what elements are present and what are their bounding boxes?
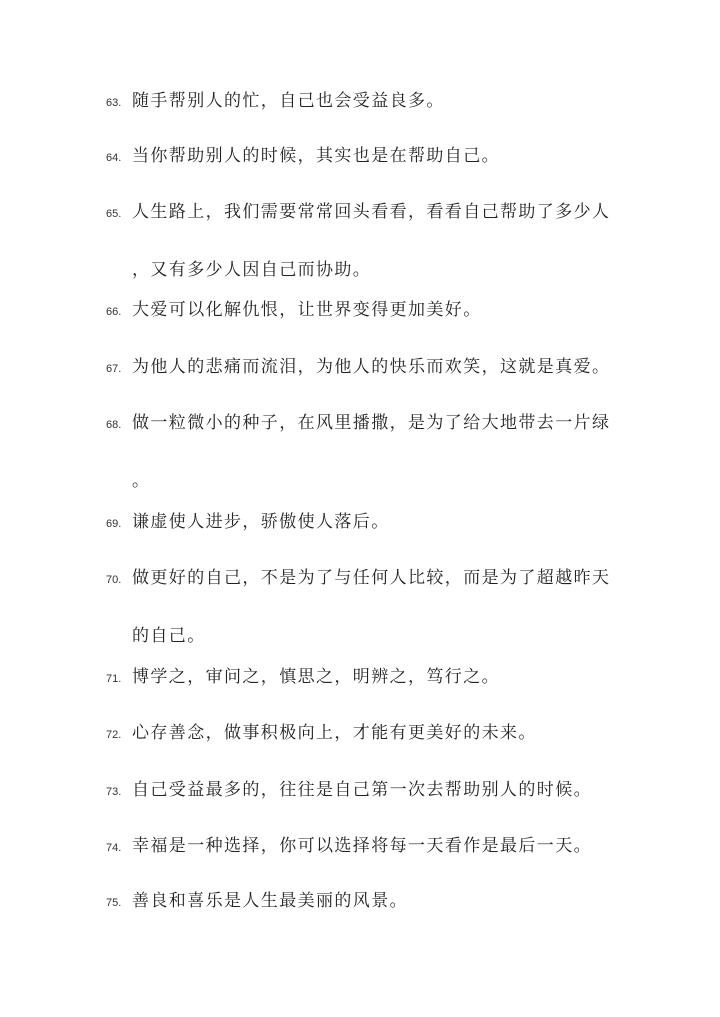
item-number: 65. bbox=[106, 208, 122, 220]
item-text: 幸福是一种选择，你可以选择将每一天看作是最后一天。 bbox=[132, 836, 592, 856]
list-item-73 bbox=[106, 761, 626, 819]
item-number: 75. bbox=[106, 897, 122, 909]
item-number: 64. bbox=[106, 152, 122, 164]
item-text: 善良和喜乐是人生最美丽的风景。 bbox=[132, 891, 408, 911]
item-number: 68. bbox=[106, 419, 122, 431]
item-number: 69. bbox=[106, 518, 122, 530]
list-item-72 bbox=[106, 704, 626, 762]
item-text: 当你帮助别人的时候，其实也是在帮助自己。 bbox=[132, 146, 500, 166]
item-number: 67. bbox=[106, 363, 122, 375]
list-item-63 bbox=[106, 72, 626, 130]
list-item-69 bbox=[106, 493, 626, 551]
item-number: 73. bbox=[106, 786, 122, 798]
item-text: 人生路上，我们需要常常回头看看，看看自己帮助了多少人 bbox=[132, 202, 611, 222]
item-text: 心存善念，做事积极向上，才能有更美好的未来。 bbox=[132, 723, 537, 743]
item-number: 71. bbox=[106, 673, 122, 685]
item-text: 随手帮别人的忙，自己也会受益良多。 bbox=[132, 91, 445, 111]
item-text: 做更好的自己，不是为了与任何人比较，而是为了超越昨天 bbox=[132, 568, 611, 588]
item-number: 70. bbox=[106, 574, 122, 586]
item-number: 72. bbox=[106, 729, 122, 741]
item-number: 63. bbox=[106, 97, 122, 109]
list-item-71 bbox=[106, 648, 626, 706]
item-text: 博学之，审问之，慎思之，明辨之，笃行之。 bbox=[132, 667, 500, 687]
item-text: 大爱可以化解仇恨，让世界变得更加美好。 bbox=[132, 300, 482, 320]
list-item-75 bbox=[106, 872, 626, 930]
list-item-74 bbox=[106, 817, 626, 875]
item-text: 为他人的悲痛而流泪，为他人的快乐而欢笑，这就是真爱。 bbox=[132, 357, 611, 377]
item-number: 74. bbox=[106, 842, 122, 854]
item-text-continuation: ，又有多少人因自己而协助。 bbox=[132, 260, 372, 280]
item-number: 66. bbox=[106, 306, 122, 318]
item-text-continuation: 。 bbox=[132, 471, 151, 491]
list-item-66 bbox=[106, 281, 626, 339]
item-text-continuation: 的自己。 bbox=[132, 626, 206, 646]
item-text: 自己受益最多的，往往是自己第一次去帮助别人的时候。 bbox=[132, 780, 592, 800]
list-item-67 bbox=[106, 338, 626, 396]
list-item-64 bbox=[106, 127, 626, 185]
item-text: 做一粒微小的种子，在风里播撒，是为了给大地带去一片绿 bbox=[132, 413, 611, 433]
item-text: 谦虚使人进步，骄傲使人落后。 bbox=[132, 512, 390, 532]
